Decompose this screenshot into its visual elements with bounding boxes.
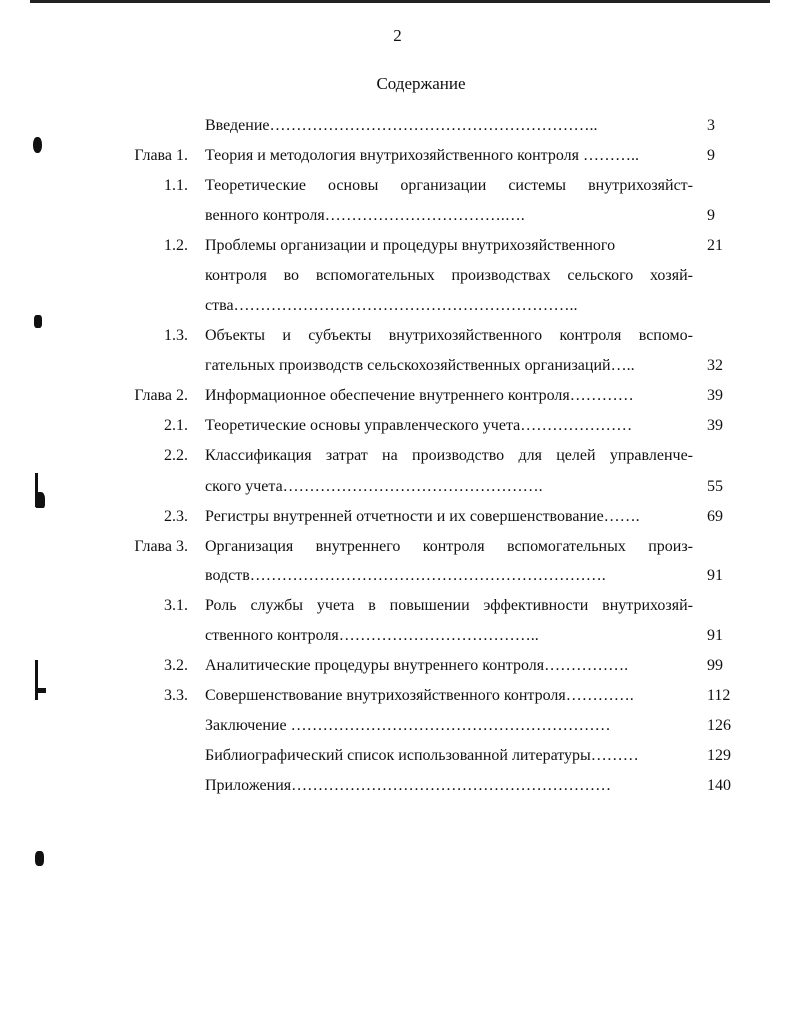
toc-entry-page: 9: [707, 207, 715, 224]
toc-entry-page: 126: [707, 717, 731, 734]
toc-entry-title-line[interactable]: Теоретические основы управленческого учета…………………: [205, 417, 633, 434]
toc-entry-title-line[interactable]: Введение……………………………………………………..: [205, 117, 598, 134]
toc-entry-title-line[interactable]: Проблемы организации и процедуры внутрихозяйственного: [205, 237, 616, 254]
toc-entry-number: 2.3.: [164, 508, 188, 525]
toc-entry-title-line[interactable]: Совершенствование внутрихозяйственного контроля………….: [205, 687, 634, 704]
toc-entry-page: 32: [707, 357, 723, 374]
toc-entry-number: 1.2.: [164, 237, 188, 254]
toc-entry-title-line[interactable]: Аналитические процедуры внутреннего контроля…………….: [205, 657, 629, 674]
toc-entry-number: 2.2.: [164, 447, 188, 464]
toc-entry-page: 140: [707, 777, 731, 794]
toc-entry-title-line[interactable]: ского учета………………………………………….: [205, 478, 543, 495]
binding-mark: [35, 492, 45, 508]
toc-entry-title-line[interactable]: Классификация затрат на производство для целей управленче-: [205, 447, 693, 464]
toc-entry-title-line[interactable]: контроля во вспомогательных производствах сельского хозяй-: [205, 267, 693, 284]
toc-entry-title-line[interactable]: ства………………………………………………………..: [205, 297, 578, 314]
toc-entry-title-line[interactable]: Объекты и субъекты внутрихозяйственного контроля вспомо-: [205, 327, 693, 344]
toc-entry-page: 112: [707, 687, 731, 704]
toc-entry-title-line[interactable]: Теоретические основы организации системы внутрихозяйст-: [205, 177, 693, 194]
toc-entry-title-line[interactable]: Приложения……………………………………………………: [205, 777, 612, 794]
toc-entry-page: 9: [707, 147, 715, 164]
toc-entry-title-line[interactable]: Регистры внутренней отчетности и их совершенствование…….: [205, 508, 640, 525]
toc-entry-page: 39: [707, 417, 723, 434]
toc-entry-page: 39: [707, 387, 723, 404]
toc-entry-number: [0, 771, 188, 801]
toc-entry-number: 1.3.: [164, 327, 188, 344]
toc-entry-title-line[interactable]: гательных производств сельскохозяйственных организаций…..: [205, 357, 635, 374]
toc-entry-number: 3.2.: [164, 657, 188, 674]
toc-entry-title-line[interactable]: Роль службы учета в повышении эффективности внутрихозяй-: [205, 597, 693, 614]
toc-entry-number: [0, 741, 188, 771]
toc-entry-page: 91: [707, 627, 723, 644]
toc-entry-title-line[interactable]: водств………………………………………………………….: [205, 567, 606, 584]
toc-entry-page: 69: [707, 508, 723, 525]
toc-entry-number: Глава 3.: [134, 538, 188, 555]
toc-entry-page: 3: [707, 117, 715, 134]
toc-entry-page: 91: [707, 567, 723, 584]
toc-entry-page: 99: [707, 657, 723, 674]
toc-entry-number: 2.1.: [164, 417, 188, 434]
page-number: 2: [393, 26, 402, 45]
toc-entry-title-line[interactable]: венного контроля…………………………….….: [205, 207, 525, 224]
toc-entry-title-line[interactable]: Библиографический список использованной литературы………: [205, 747, 639, 764]
toc-entry-title-line[interactable]: Теория и методология внутрихозяйственного контроля ………..: [205, 147, 639, 164]
binding-mark: [34, 315, 42, 328]
binding-mark: [35, 851, 44, 866]
toc-entry-page: 21: [707, 237, 723, 254]
toc-entry-number: 1.1.: [164, 177, 188, 194]
toc-entry-title-line[interactable]: Информационное обеспечение внутреннего контроля…………: [205, 387, 634, 404]
toc-entry-number: [0, 111, 188, 141]
toc-entry-title-line[interactable]: Организация внутреннего контроля вспомогательных произ-: [205, 538, 693, 555]
toc-entry-number: Глава 2.: [134, 387, 188, 404]
toc-entry-page: 55: [707, 478, 723, 495]
toc-entry-title-line[interactable]: ственного контроля………………………………..: [205, 627, 539, 644]
toc-entry-number: [0, 711, 188, 741]
binding-mark: [35, 660, 38, 700]
toc-entry-number: Глава 1.: [134, 147, 188, 164]
toc-title: Содержание: [376, 74, 466, 93]
toc-entry-number: 3.3.: [164, 687, 188, 704]
toc-entry-title-line[interactable]: Заключение ……………………………………………………: [205, 717, 611, 734]
toc-entry-page: 129: [707, 747, 731, 764]
toc-entry-number: 3.1.: [164, 597, 188, 614]
binding-mark: [35, 688, 46, 693]
binding-mark: [33, 137, 42, 153]
